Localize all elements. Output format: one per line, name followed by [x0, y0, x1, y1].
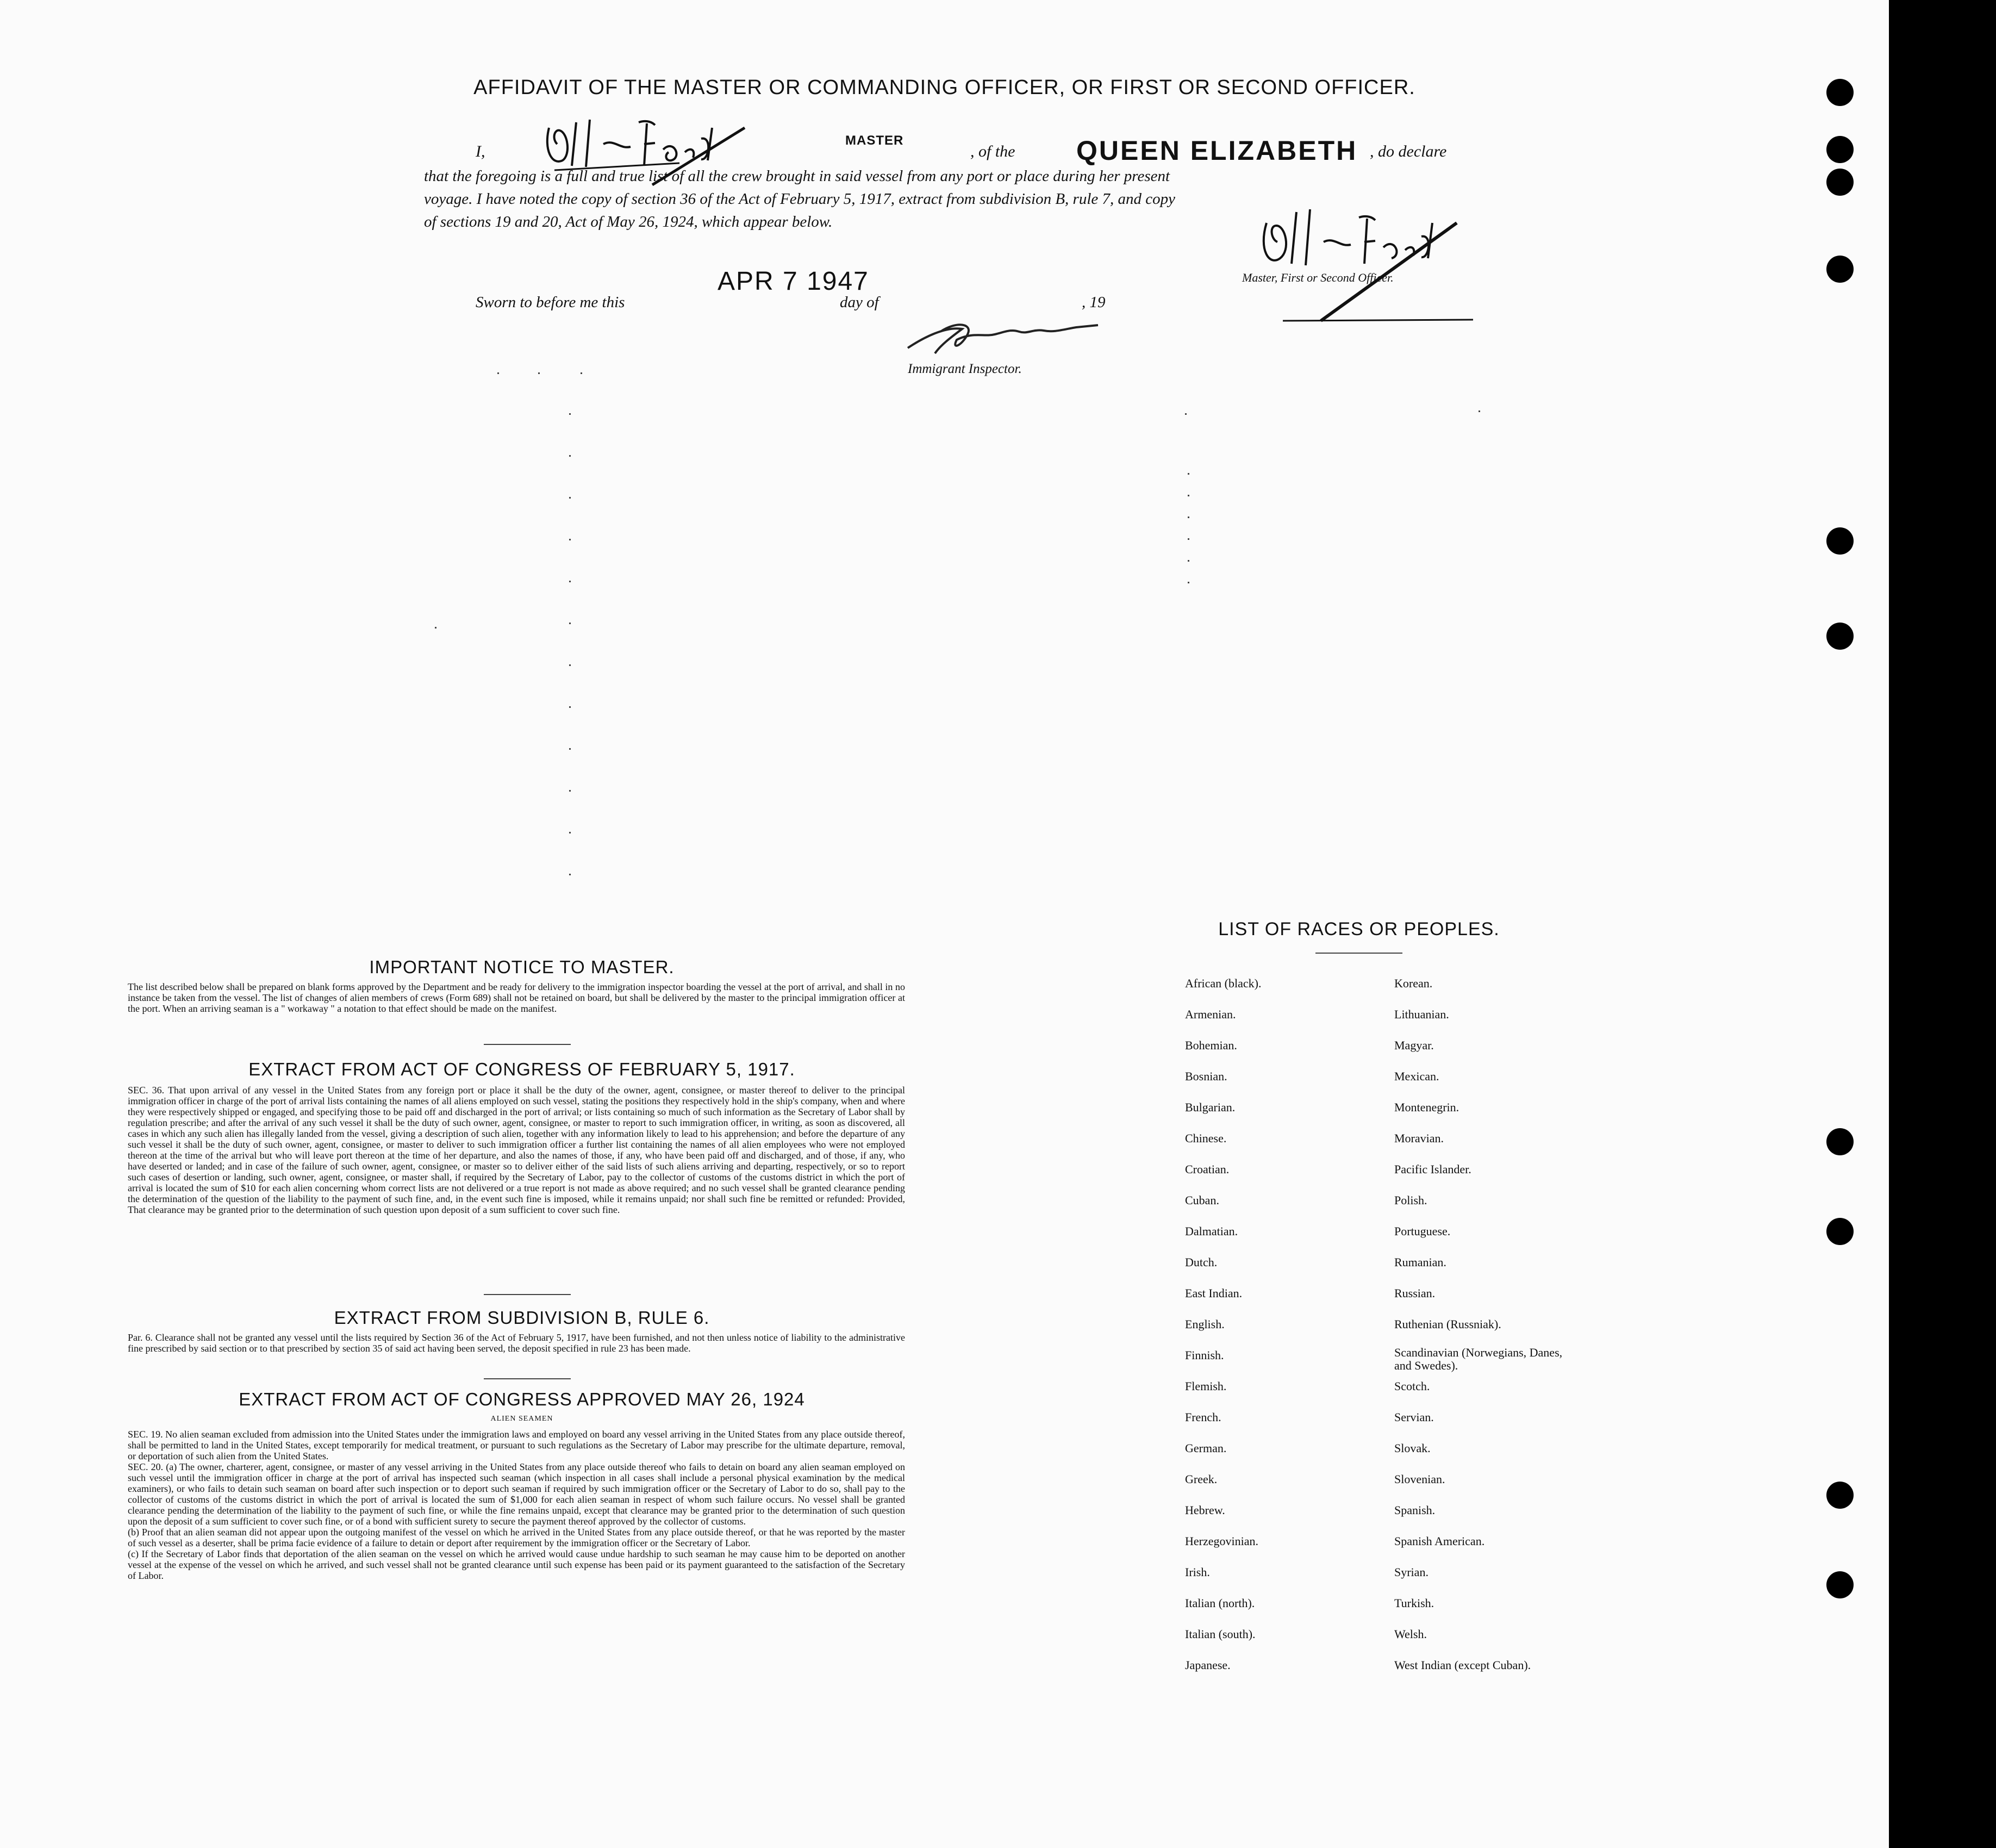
year-label: , 19: [1082, 294, 1106, 311]
dot-mark: [497, 372, 499, 374]
dot-mark: [1188, 495, 1189, 496]
subdivision-title: EXTRACT FROM SUBDIVISION B, RULE 6.: [334, 1308, 710, 1328]
race-item: Ruthenian (Russniak).: [1394, 1317, 1501, 1331]
do-declare-label: , do declare: [1370, 142, 1447, 160]
affidavit-title: AFFIDAVIT OF THE MASTER OR COMMANDING OFFICER, OR FIRST OR SECOND OFFICER.: [473, 76, 1415, 99]
dot-mark: [569, 832, 571, 833]
race-item: East Indian.: [1185, 1286, 1243, 1300]
dot-mark: [569, 623, 571, 624]
sec-20c-text: (c) If the Secretary of Labor finds that deportation of the alien seaman on the vessel on which he arrived would cause undue hardship to such seaman he may cause him to be deported on another vessel at the expense of the vessel on which he arrived, and such vessel shall not be granted clearance until such expense has been paid or its payment guaranteed to the satisfaction of the Secretary of Labor.: [128, 1548, 905, 1581]
section-divider: [484, 1294, 571, 1295]
race-item: Bohemian.: [1185, 1038, 1237, 1052]
punch-hole: [1826, 256, 1854, 283]
signature-caption: Master, First or Second Officer.: [1242, 271, 1394, 284]
race-item: Flemish.: [1185, 1379, 1227, 1393]
race-item: Hebrew.: [1185, 1503, 1225, 1517]
race-item: Montenegrin.: [1394, 1100, 1459, 1114]
dot-mark: [569, 581, 571, 582]
affidavit-line-3: of sections 19 and 20, Act of May 26, 1924, which appear below.: [424, 213, 833, 231]
dot-mark: [569, 539, 571, 540]
dot-mark: [581, 372, 582, 374]
punch-hole: [1826, 1218, 1854, 1245]
dot-mark: [435, 627, 436, 629]
punch-hole: [1826, 623, 1854, 650]
dot-mark: [1479, 410, 1480, 412]
dot-mark: [1185, 413, 1187, 415]
punch-hole: [1826, 169, 1854, 196]
dot-mark: [1188, 538, 1189, 540]
race-item: West Indian (except Cuban).: [1394, 1658, 1531, 1672]
race-item: African (black).: [1185, 976, 1262, 990]
act-1924-text: [128, 1429, 905, 1581]
race-item: Spanish American.: [1394, 1534, 1485, 1548]
dot-mark: [1188, 582, 1189, 583]
extract-1917-text: SEC. 36. That upon arrival of any vessel in the United States from any foreign port or place it shall be the duty of the owner, agent, consignee, or master thereof to deliver to the principal immigration officer in charge of the port of arrival lists containing the names of all aliens employed on such vessel, stating the positions they respectively hold in the ship's company, when and where they were respectively shipped or engaged, and specifying those to be paid off and discharged in the port of arrival; or lists containing so much of such information as the Secretary of Labor shall by regulation prescribe; and after the arrival of any such vessel it shall be the duty of such owner, agent, consignee, or master to report to such immigration officer, in writing, as soon as discovered, all cases in which any such alien has illegally landed from the vessel, giving a description of such alien, together with any information likely to lead to his apprehension; and before the departure of any such vessel it shall be the duty of such owner, agent, consignee, or master to deliver to such immigration officer a further list containing the names of all alien employees who were not employed thereon at the time of the arrival but who will leave port thereon at the time of her departure, and also the names of those, if any, who have been paid off and discharged, and of those, if any, who have deserted or landed; and in case of the failure of such owner, agent, consignee, or master so to deliver either of the said lists of such aliens arriving and departing, respectively, or so to report such cases of desertion or landing, such owner, agent, consignee, or master shall, if required by the Secretary of Labor, pay to the collector of customs of the customs district in which the port of arrival is located the sum of $10 for each alien concerning whom correct lists are not delivered or a true report is not made as above required; and no such vessel shall be granted clearance pending the determination of the question of the liability to the payment of such fine, and, in the event such fine is imposed, while it remains unpaid; nor shall such fine be remitted or refunded: Provided, That clearance may be granted prior to the determination of such question upon deposit of a sum sufficient to cover such fine.: [128, 1085, 905, 1215]
race-item: Scotch.: [1394, 1379, 1430, 1393]
race-item: Chinese.: [1185, 1131, 1227, 1145]
race-item: Italian (south).: [1185, 1627, 1256, 1641]
dot-mark: [569, 874, 571, 875]
race-item: German.: [1185, 1441, 1227, 1455]
affidavit-i-label: I,: [476, 142, 485, 160]
race-item: Bosnian.: [1185, 1069, 1227, 1083]
dot-mark: [569, 706, 571, 708]
section-divider: [484, 1378, 571, 1379]
races-list-title: LIST OF RACES OR PEOPLES.: [1218, 919, 1500, 939]
race-item: Lithuanian.: [1394, 1007, 1449, 1021]
race-item: Herzegovinian.: [1185, 1534, 1258, 1548]
sec-20a-text: SEC. 20. (a) The owner, charterer, agent, consignee, or master of any vessel arriving in the United States from any place outside thereof who fails to detain on board any alien seaman employed on such vessel until the immigration officer in charge at the port of arrival has inspected such seaman (which inspection in all cases shall include a personal physical examination by the medical examiners), or who fails to detain such seaman on board after such inspection or to deport such seaman if required by such immigration officer or the Secretary of Labor to do so, shall pay to the collector of customs of the customs district in which the port of arrival is located the sum of $1,000 for each alien seaman in respect of whom such failure occurs. No vessel shall be granted clearance pending the determination of the liability to the payment of such fine, or while the fine remains unpaid, except that clearance may be granted prior to the determination of such question upon the deposit of a sum sufficient to cover such fine, or of a bond with sufficient surety to secure the payment thereof approved by the collector of customs.: [128, 1461, 905, 1527]
punch-hole: [1826, 1482, 1854, 1509]
notice-title: IMPORTANT NOTICE TO MASTER.: [369, 957, 675, 977]
race-item: Irish.: [1185, 1565, 1210, 1579]
affidavit-line-1: that the foregoing is a full and true list of all the crew brought in said vessel from any port or place during her present: [424, 167, 1170, 185]
race-item: Finnish.: [1185, 1348, 1224, 1362]
ship-name-stamp: QUEEN ELIZABETH: [1076, 135, 1358, 166]
race-item: Rumanian.: [1394, 1255, 1446, 1269]
race-item: Welsh.: [1394, 1627, 1427, 1641]
punch-hole: [1826, 136, 1854, 163]
punch-hole: [1826, 1571, 1854, 1598]
dot-mark: [569, 455, 571, 457]
dot-mark: [569, 413, 571, 415]
master-stamp: MASTER: [845, 133, 904, 148]
race-item: Slovenian.: [1394, 1472, 1445, 1486]
inspector-signature: [902, 315, 1109, 359]
dot-mark: [538, 372, 540, 374]
dot-mark: [569, 664, 571, 666]
officer-signature: [1256, 196, 1484, 326]
dot-mark: [569, 497, 571, 499]
dot-mark: [1188, 517, 1189, 518]
race-item: Greek.: [1185, 1472, 1218, 1486]
dot-mark: [1188, 473, 1189, 475]
race-item: Scandinavian (Norwegians, Danes, and Swedes).: [1394, 1346, 1563, 1372]
race-item: Syrian.: [1394, 1565, 1429, 1579]
punch-hole: [1826, 79, 1854, 106]
day-of-label: day of: [840, 294, 879, 311]
race-item: Armenian.: [1185, 1007, 1236, 1021]
sec-20b-text: (b) Proof that an alien seaman did not appear upon the outgoing manifest of the vessel on which he arrived in the United States from any place outside thereof, or that he was reported by the master of such vessel as a deserter, shall be prima facie evidence of a failure to detain or deport after requirement by the immigration officer or the Secretary of Labor.: [128, 1527, 905, 1548]
race-item: Pacific Islander.: [1394, 1162, 1471, 1176]
section-divider: [1315, 953, 1402, 954]
race-item: Moravian.: [1394, 1131, 1444, 1145]
alien-seamen-heading: ALIEN SEAMEN: [490, 1415, 553, 1423]
race-item: Slovak.: [1394, 1441, 1431, 1455]
race-item: Bulgarian.: [1185, 1100, 1236, 1114]
date-stamp: APR 7 1947: [718, 267, 869, 296]
race-item: Italian (north).: [1185, 1596, 1255, 1610]
race-item: Korean.: [1394, 976, 1433, 990]
race-item: Polish.: [1394, 1193, 1427, 1207]
race-item: English.: [1185, 1317, 1225, 1331]
race-item: Mexican.: [1394, 1069, 1439, 1083]
race-item: Portuguese.: [1394, 1224, 1451, 1238]
inspector-caption: Immigrant Inspector.: [908, 362, 1022, 376]
race-item: Magyar.: [1394, 1038, 1434, 1052]
race-item: Japanese.: [1185, 1658, 1231, 1672]
dot-mark: [569, 790, 571, 792]
sworn-label: Sworn to before me this: [476, 294, 625, 311]
race-item: Cuban.: [1185, 1193, 1219, 1207]
sec-19-text: SEC. 19. No alien seaman excluded from admission into the United States under the immigration laws and employed on board any vessel arriving in the United States from any place outside thereof, shall be permitted to land in the United States, except temporarily for medical treatment, or pursuant to such regulations as the Secretary of Labor may prescribe for the ultimate departure, removal, or deportation of such alien from the United States.: [128, 1429, 905, 1461]
punch-hole: [1826, 527, 1854, 555]
race-item: Croatian.: [1185, 1162, 1230, 1176]
race-item: Turkish.: [1394, 1596, 1434, 1610]
race-item: Spanish.: [1394, 1503, 1436, 1517]
dot-mark: [1188, 560, 1189, 562]
race-item: Dalmatian.: [1185, 1224, 1238, 1238]
punch-hole: [1826, 1128, 1854, 1155]
subdivision-text: Par. 6. Clearance shall not be granted any vessel until the lists required by Section 36 of the Act of February 5, 1917, have been furnished, and not then unless notice of liability to the administrative fine prescribed by said section or to that prescribed by section 35 of said act having been served, the deposit specified in rule 23 has been made.: [128, 1332, 905, 1354]
section-divider: [484, 1044, 571, 1045]
dot-mark: [569, 748, 571, 750]
of-the-label: , of the: [970, 142, 1015, 160]
extract-1917-title: EXTRACT FROM ACT OF CONGRESS OF FEBRUARY 5, 1917.: [248, 1059, 795, 1079]
affidavit-line-2: voyage. I have noted the copy of section 36 of the Act of February 5, 1917, extract from subdivision B, rule 7, and copy: [424, 190, 1176, 208]
race-item: Servian.: [1394, 1410, 1434, 1424]
act-1924-title: EXTRACT FROM ACT OF CONGRESS APPROVED MAY 26, 1924: [239, 1389, 805, 1409]
notice-text: The list described below shall be prepared on blank forms approved by the Department and be ready for delivery to the immigration inspector boarding the vessel at the port of arrival, and shall in no instance be taken from the vessel. The list of changes of alien members of crews (Form 689) shall not be retained on board, but shall be delivered by the master to the principal immigration officer at the port. When an arriving seaman is a " workaway " a notation to that effect should be made on the manifest.: [128, 981, 905, 1014]
race-item: Dutch.: [1185, 1255, 1218, 1269]
race-item: Russian.: [1394, 1286, 1436, 1300]
race-item: French.: [1185, 1410, 1221, 1424]
